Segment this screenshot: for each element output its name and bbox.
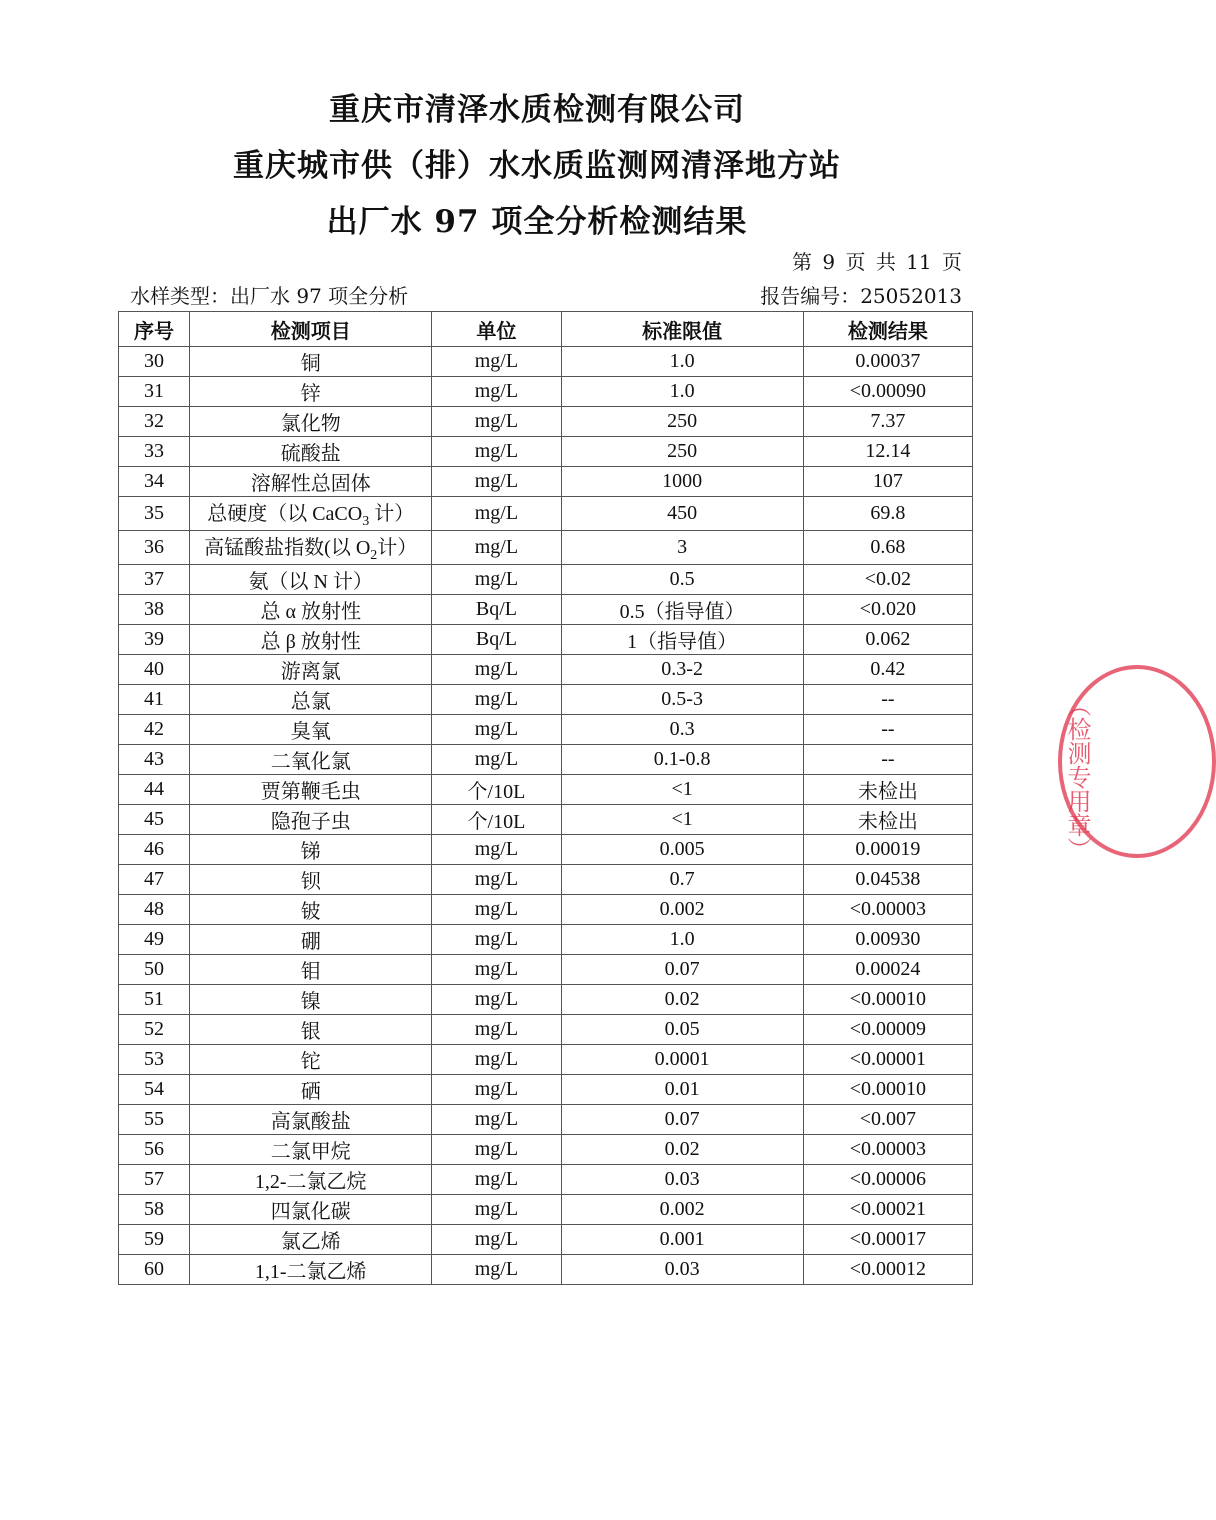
cell-unit: mg/L <box>432 1075 561 1105</box>
cell-unit: mg/L <box>432 437 561 467</box>
cell-item: 贾第鞭毛虫 <box>190 775 432 805</box>
cell-unit: mg/L <box>432 1165 561 1195</box>
cell-limit: <1 <box>561 805 803 835</box>
cell-result: 0.00019 <box>803 835 972 865</box>
cell-unit: Bq/L <box>432 625 561 655</box>
cell-item: 钡 <box>190 865 432 895</box>
cell-unit: mg/L <box>432 565 561 595</box>
cell-limit: 0.02 <box>561 985 803 1015</box>
cell-no: 36 <box>119 531 190 565</box>
cell-item: 总 β 放射性 <box>190 625 432 655</box>
cell-unit: mg/L <box>432 925 561 955</box>
table-row <box>119 437 973 467</box>
cell-unit: Bq/L <box>432 595 561 625</box>
cell-limit: 1.0 <box>561 925 803 955</box>
cell-unit: mg/L <box>432 531 561 565</box>
seal-text: （检测专用章） <box>1063 693 1091 861</box>
cell-item: 锌 <box>190 377 432 407</box>
cell-no: 60 <box>119 1255 190 1285</box>
cell-unit: mg/L <box>432 407 561 437</box>
cell-item: 二氯甲烷 <box>190 1135 432 1165</box>
cell-no: 37 <box>119 565 190 595</box>
cell-result: 69.8 <box>803 497 972 531</box>
cell-result: <0.00003 <box>803 1135 972 1165</box>
cell-no: 40 <box>119 655 190 685</box>
cell-limit: 250 <box>561 437 803 467</box>
table-body <box>119 347 973 1285</box>
cell-result: <0.00017 <box>803 1225 972 1255</box>
cell-result: <0.00001 <box>803 1045 972 1075</box>
cell-result: 0.062 <box>803 625 972 655</box>
table-row <box>119 497 973 531</box>
cell-limit: 0.3 <box>561 715 803 745</box>
cell-limit: 1.0 <box>561 347 803 377</box>
cell-item: 硼 <box>190 925 432 955</box>
cell-limit: 0.002 <box>561 1195 803 1225</box>
cell-item: 钼 <box>190 955 432 985</box>
cell-item: 硒 <box>190 1075 432 1105</box>
cell-item: 氯乙烯 <box>190 1225 432 1255</box>
cell-result: -- <box>803 715 972 745</box>
cell-no: 41 <box>119 685 190 715</box>
company-name: 重庆市清泽水质检测有限公司 <box>329 92 745 128</box>
cell-unit: mg/L <box>432 895 561 925</box>
table-row <box>119 1255 973 1285</box>
table-row <box>119 655 973 685</box>
cell-result: 0.00037 <box>803 347 972 377</box>
cell-no: 43 <box>119 745 190 775</box>
cell-no: 38 <box>119 595 190 625</box>
cell-item: 1,1-二氯乙烯 <box>190 1255 432 1285</box>
cell-result: <0.00090 <box>803 377 972 407</box>
table-row <box>119 595 973 625</box>
cell-limit: 0.03 <box>561 1255 803 1285</box>
cell-limit: 0.0001 <box>561 1045 803 1075</box>
cell-item: 铜 <box>190 347 432 377</box>
cell-limit: 450 <box>561 497 803 531</box>
cell-item: 锑 <box>190 835 432 865</box>
table-row <box>119 347 973 377</box>
cell-result: <0.02 <box>803 565 972 595</box>
cell-limit: 0.5（指导值） <box>561 595 803 625</box>
cell-result: <0.00010 <box>803 1075 972 1105</box>
table-row <box>119 1135 973 1165</box>
cell-no: 48 <box>119 895 190 925</box>
cell-limit: 0.05 <box>561 1015 803 1045</box>
table-row <box>119 531 973 565</box>
cell-result: 7.37 <box>803 407 972 437</box>
cell-limit: 0.03 <box>561 1165 803 1195</box>
cell-no: 57 <box>119 1165 190 1195</box>
cell-item: 氯化物 <box>190 407 432 437</box>
table-row <box>119 1015 973 1045</box>
cell-item: 总氯 <box>190 685 432 715</box>
cell-limit: 0.07 <box>561 955 803 985</box>
cell-no: 33 <box>119 437 190 467</box>
cell-unit: mg/L <box>432 467 561 497</box>
table-row <box>119 985 973 1015</box>
cell-no: 44 <box>119 775 190 805</box>
table-row <box>119 955 973 985</box>
cell-unit: mg/L <box>432 745 561 775</box>
cell-unit: mg/L <box>432 1135 561 1165</box>
cell-unit: mg/L <box>432 835 561 865</box>
cell-unit: mg/L <box>432 1255 561 1285</box>
table-row <box>119 745 973 775</box>
cell-result: 0.00024 <box>803 955 972 985</box>
cell-result: <0.00009 <box>803 1015 972 1045</box>
cell-limit: 0.02 <box>561 1135 803 1165</box>
cell-item: 硫酸盐 <box>190 437 432 467</box>
cell-result: <0.00003 <box>803 895 972 925</box>
cell-no: 59 <box>119 1225 190 1255</box>
cell-no: 55 <box>119 1105 190 1135</box>
cell-result: 12.14 <box>803 437 972 467</box>
cell-item: 1,2-二氯乙烷 <box>190 1165 432 1195</box>
cell-result: 0.04538 <box>803 865 972 895</box>
cell-result: 107 <box>803 467 972 497</box>
cell-limit: 250 <box>561 407 803 437</box>
cell-unit: mg/L <box>432 1225 561 1255</box>
cell-limit: 0.002 <box>561 895 803 925</box>
cell-no: 32 <box>119 407 190 437</box>
cell-limit: 0.001 <box>561 1225 803 1255</box>
cell-unit: mg/L <box>432 655 561 685</box>
results-table <box>118 311 973 1285</box>
report-title: 出厂水 97 项全分析检测结果 <box>326 204 748 240</box>
cell-no: 50 <box>119 955 190 985</box>
column-header-result: 检测结果 <box>803 312 972 347</box>
cell-item: 铊 <box>190 1045 432 1075</box>
cell-result: <0.00010 <box>803 985 972 1015</box>
cell-unit: mg/L <box>432 955 561 985</box>
table-row <box>119 1075 973 1105</box>
cell-limit: 1（指导值） <box>561 625 803 655</box>
cell-limit: 0.3-2 <box>561 655 803 685</box>
page-number: 第 9 页 共 11 页 <box>792 250 962 274</box>
table-row <box>119 715 973 745</box>
cell-no: 53 <box>119 1045 190 1075</box>
cell-unit: mg/L <box>432 715 561 745</box>
cell-unit: mg/L <box>432 497 561 531</box>
cell-unit: mg/L <box>432 1195 561 1225</box>
cell-item: 溶解性总固体 <box>190 467 432 497</box>
table-row <box>119 775 973 805</box>
cell-item: 高氯酸盐 <box>190 1105 432 1135</box>
cell-unit: mg/L <box>432 347 561 377</box>
table-row <box>119 625 973 655</box>
table-row <box>119 895 973 925</box>
cell-limit: <1 <box>561 775 803 805</box>
column-header-item: 检测项目 <box>190 312 432 347</box>
inspection-seal <box>1040 665 1120 861</box>
cell-no: 51 <box>119 985 190 1015</box>
cell-unit: 个/10L <box>432 805 561 835</box>
report-header <box>0 82 1074 250</box>
table-row <box>119 865 973 895</box>
cell-limit: 0.005 <box>561 835 803 865</box>
column-header-unit: 单位 <box>432 312 561 347</box>
table-row <box>119 1165 973 1195</box>
cell-unit: mg/L <box>432 985 561 1015</box>
cell-unit: mg/L <box>432 1015 561 1045</box>
table-row <box>119 1225 973 1255</box>
cell-item: 镍 <box>190 985 432 1015</box>
cell-item: 总 α 放射性 <box>190 595 432 625</box>
cell-no: 54 <box>119 1075 190 1105</box>
cell-result: <0.00021 <box>803 1195 972 1225</box>
cell-result: 0.68 <box>803 531 972 565</box>
table-row <box>119 1195 973 1225</box>
table-row <box>119 685 973 715</box>
cell-no: 45 <box>119 805 190 835</box>
cell-no: 49 <box>119 925 190 955</box>
cell-no: 56 <box>119 1135 190 1165</box>
cell-limit: 0.5-3 <box>561 685 803 715</box>
cell-result: <0.007 <box>803 1105 972 1135</box>
cell-no: 30 <box>119 347 190 377</box>
column-header-limit: 标准限值 <box>561 312 803 347</box>
table-row <box>119 407 973 437</box>
cell-item: 游离氯 <box>190 655 432 685</box>
table-row <box>119 805 973 835</box>
table-row <box>119 1045 973 1075</box>
table-row <box>119 835 973 865</box>
cell-limit: 0.07 <box>561 1105 803 1135</box>
cell-unit: mg/L <box>432 377 561 407</box>
cell-limit: 1.0 <box>561 377 803 407</box>
cell-result: 0.00930 <box>803 925 972 955</box>
cell-item: 铍 <box>190 895 432 925</box>
table-header-row <box>119 312 973 347</box>
cell-no: 42 <box>119 715 190 745</box>
report-number: 报告编号：25052013 <box>760 284 962 308</box>
table-row <box>119 565 973 595</box>
cell-limit: 0.1-0.8 <box>561 745 803 775</box>
table-row <box>119 377 973 407</box>
table-row <box>119 925 973 955</box>
cell-result: 未检出 <box>803 805 972 835</box>
cell-result: <0.020 <box>803 595 972 625</box>
cell-no: 31 <box>119 377 190 407</box>
cell-limit: 3 <box>561 531 803 565</box>
cell-result: -- <box>803 745 972 775</box>
cell-limit: 0.5 <box>561 565 803 595</box>
cell-unit: 个/10L <box>432 775 561 805</box>
cell-unit: mg/L <box>432 1105 561 1135</box>
cell-no: 47 <box>119 865 190 895</box>
cell-item: 隐孢子虫 <box>190 805 432 835</box>
cell-no: 35 <box>119 497 190 531</box>
cell-unit: mg/L <box>432 1045 561 1075</box>
cell-result: 未检出 <box>803 775 972 805</box>
cell-limit: 1000 <box>561 467 803 497</box>
cell-item: 臭氧 <box>190 715 432 745</box>
cell-no: 46 <box>119 835 190 865</box>
cell-result: -- <box>803 685 972 715</box>
cell-no: 39 <box>119 625 190 655</box>
cell-result: <0.00012 <box>803 1255 972 1285</box>
cell-no: 52 <box>119 1015 190 1045</box>
cell-item: 高锰酸盐指数(以 $O_2$计） <box>190 531 432 565</box>
station-name: 重庆城市供（排）水水质监测网清泽地方站 <box>233 148 841 184</box>
cell-item: 二氧化氯 <box>190 745 432 775</box>
cell-no: 34 <box>119 467 190 497</box>
table-row <box>119 1105 973 1135</box>
cell-item: 银 <box>190 1015 432 1045</box>
cell-limit: 0.01 <box>561 1075 803 1105</box>
cell-item: 总硬度（以 CaCO$_3$ 计） <box>190 497 432 531</box>
cell-result: <0.00006 <box>803 1165 972 1195</box>
cell-limit: 0.7 <box>561 865 803 895</box>
sample-type: 水样类型：出厂水 97 项全分析 <box>130 284 409 308</box>
cell-item: 氨（以 N 计） <box>190 565 432 595</box>
table-row <box>119 467 973 497</box>
cell-result: 0.42 <box>803 655 972 685</box>
column-header-no: 序号 <box>119 312 190 347</box>
cell-item: 四氯化碳 <box>190 1195 432 1225</box>
cell-unit: mg/L <box>432 685 561 715</box>
cell-no: 58 <box>119 1195 190 1225</box>
cell-unit: mg/L <box>432 865 561 895</box>
